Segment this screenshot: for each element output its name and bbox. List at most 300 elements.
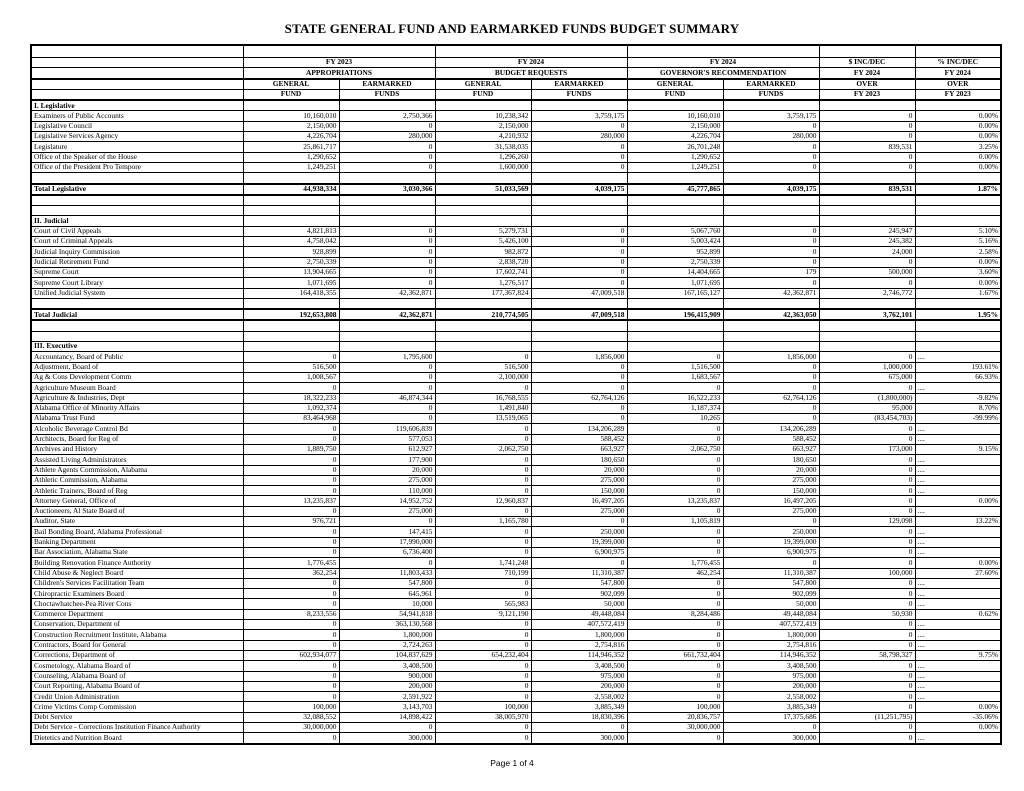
value-cell: 0 <box>435 578 531 588</box>
value-cell: 3,759,175 <box>723 111 819 121</box>
value-cell: 0 <box>243 465 339 475</box>
value-cell: 0 <box>531 517 627 527</box>
value-cell: 0 <box>627 681 723 691</box>
value-cell: 1,249,251 <box>243 162 339 172</box>
value-cell: 44,938,334 <box>243 184 339 195</box>
value-cell: 62,764,126 <box>531 393 627 403</box>
value-cell: 0 <box>819 578 915 588</box>
table-row <box>31 226 1001 236</box>
value-cell: 0 <box>435 671 531 681</box>
value-cell: 0 <box>819 661 915 671</box>
value-cell: 179 <box>723 267 819 277</box>
value-cell <box>723 195 819 206</box>
table-row <box>31 609 1001 619</box>
value-cell: 0 <box>819 692 915 702</box>
agency-name-cell: Auctioneers, Al State Board of <box>31 506 243 516</box>
table-row <box>31 111 1001 121</box>
value-cell: 588,452 <box>531 434 627 444</box>
table-row <box>31 465 1001 475</box>
value-cell: 1,776,455 <box>243 558 339 568</box>
value-cell: 0 <box>819 434 915 444</box>
value-cell <box>243 331 339 341</box>
value-cell: 0 <box>435 506 531 516</box>
agency-name-cell: Agriculture & Industries, Dept <box>31 393 243 403</box>
value-cell: 0 <box>723 362 819 372</box>
value-cell: 0 <box>435 383 531 393</box>
value-cell: 1,856,000 <box>531 352 627 362</box>
header-fy2023-year: FY 2023 <box>243 58 435 68</box>
value-cell: 245,382 <box>819 237 915 247</box>
value-cell: 1,296,260 <box>435 152 531 162</box>
table-row <box>31 152 1001 162</box>
spacer-cell <box>819 45 915 58</box>
value-cell: 8.70% <box>915 403 1001 413</box>
value-cell: 32,088,552 <box>243 712 339 722</box>
value-cell: 0 <box>819 496 915 506</box>
value-cell: 10,160,010 <box>627 111 723 121</box>
value-cell: 30,000,000 <box>627 723 723 733</box>
table-row <box>31 455 1001 465</box>
value-cell <box>339 320 435 331</box>
value-cell: 0 <box>339 723 435 733</box>
table-row <box>31 247 1001 257</box>
value-cell: (11,251,795) <box>819 712 915 722</box>
value-cell <box>531 173 627 184</box>
spacer-cell <box>627 45 819 58</box>
agency-name-cell: Crime Victims Comp Commission <box>31 702 243 712</box>
value-cell: 50,000 <box>531 599 627 609</box>
value-cell: 900,000 <box>339 671 435 681</box>
agency-name-cell: Debt Service <box>31 712 243 722</box>
value-cell: 0 <box>531 142 627 152</box>
value-cell <box>819 173 915 184</box>
value-cell: 0.00% <box>915 558 1001 568</box>
spacer-cell <box>243 45 435 58</box>
agency-name-cell <box>31 298 243 309</box>
table-row <box>31 393 1001 403</box>
agency-name-cell: Total Judicial <box>31 309 243 320</box>
table-row <box>31 278 1001 288</box>
table-row <box>31 352 1001 362</box>
value-cell: 0 <box>243 620 339 630</box>
value-cell: 0 <box>819 383 915 393</box>
value-cell: 13,904,665 <box>243 267 339 277</box>
value-cell: 0 <box>819 537 915 547</box>
value-cell: 177,900 <box>339 455 435 465</box>
value-cell: 0 <box>243 681 339 691</box>
table-row <box>31 547 1001 557</box>
table-row <box>31 424 1001 434</box>
value-cell: 0 <box>435 475 531 485</box>
value-cell: 275,000 <box>723 506 819 516</box>
value-cell: 0 <box>723 414 819 424</box>
value-cell <box>339 100 435 111</box>
value-cell: 0 <box>819 465 915 475</box>
value-cell <box>723 331 819 341</box>
value-cell: 577,053 <box>339 434 435 444</box>
value-cell: 0 <box>243 547 339 557</box>
budget-table <box>30 44 1002 745</box>
value-cell: 173,000 <box>819 444 915 454</box>
value-cell: 14,952,752 <box>339 496 435 506</box>
agency-name-cell: Court of Civil Appeals <box>31 226 243 236</box>
value-cell: 0 <box>531 723 627 733</box>
value-cell <box>339 216 435 226</box>
value-cell: 0 <box>723 403 819 413</box>
header-fy2024-request-year: FY 2024 <box>435 58 627 68</box>
value-cell: 0 <box>723 558 819 568</box>
value-cell: 0 <box>819 352 915 362</box>
header-general-1: GENERAL <box>243 79 339 90</box>
table-row <box>31 671 1001 681</box>
header-earmarked-3: EARMARKED <box>723 79 819 90</box>
value-cell <box>915 216 1001 226</box>
value-cell: 3.60% <box>915 267 1001 277</box>
value-cell: 0 <box>627 599 723 609</box>
value-cell: 0 <box>819 475 915 485</box>
value-cell: 0 <box>243 434 339 444</box>
value-cell: 602,934,077 <box>243 650 339 660</box>
agency-name-cell: Ag & Cons Development Comm <box>31 372 243 382</box>
agency-name-cell: Office of the President Pro Tempore <box>31 162 243 172</box>
value-cell: 0 <box>243 630 339 640</box>
agency-name-cell: Legislative Council <box>31 121 243 131</box>
agency-name-cell: Court Reporting, Alabama Board of <box>31 681 243 691</box>
value-cell: 0 <box>243 537 339 547</box>
value-cell: 0 <box>819 506 915 516</box>
table-row <box>31 558 1001 568</box>
value-cell: 0 <box>627 733 723 744</box>
value-cell: 150,000 <box>531 486 627 496</box>
value-cell: .... <box>915 661 1001 671</box>
value-cell: 0 <box>339 403 435 413</box>
value-cell: 192,653,808 <box>243 309 339 320</box>
value-cell: 42,362,871 <box>339 309 435 320</box>
value-cell: 407,572,419 <box>723 620 819 630</box>
agency-name-cell: Office of the Speaker of the House <box>31 152 243 162</box>
value-cell: 0 <box>627 434 723 444</box>
value-cell <box>627 320 723 331</box>
value-cell: 663,927 <box>723 444 819 454</box>
value-cell: 839,531 <box>819 142 915 152</box>
blank-row <box>31 206 1001 216</box>
value-cell: 3,762,101 <box>819 309 915 320</box>
table-row <box>31 702 1001 712</box>
value-cell: .... <box>915 733 1001 744</box>
value-cell: 200,000 <box>339 681 435 691</box>
agency-name-cell: Archives and History <box>31 444 243 454</box>
value-cell: 50,000 <box>723 599 819 609</box>
value-cell: 6,900,975 <box>531 547 627 557</box>
value-cell <box>627 100 723 111</box>
table-row <box>31 444 1001 454</box>
value-cell: 83,464,968 <box>243 414 339 424</box>
value-cell: 0 <box>723 517 819 527</box>
value-cell: 0 <box>627 630 723 640</box>
value-cell: 8,233,556 <box>243 609 339 619</box>
value-cell <box>915 320 1001 331</box>
agency-name-cell <box>31 331 243 341</box>
value-cell: 275,000 <box>339 506 435 516</box>
value-cell: 0 <box>819 278 915 288</box>
value-cell: 4,210,932 <box>435 132 531 142</box>
table-row <box>31 362 1001 372</box>
value-cell: 0 <box>243 692 339 702</box>
value-cell: 0.00% <box>915 496 1001 506</box>
value-cell: 5.16% <box>915 237 1001 247</box>
spacer-cell <box>915 45 1001 58</box>
agency-name-cell <box>31 195 243 206</box>
agency-name-cell: Alabama Trust Fund <box>31 414 243 424</box>
value-cell: 4,226,704 <box>243 132 339 142</box>
agency-name-cell: Accountancy, Board of Public <box>31 352 243 362</box>
value-cell: 24,000 <box>819 247 915 257</box>
value-cell: 180,650 <box>723 455 819 465</box>
value-cell: 0 <box>627 455 723 465</box>
header-funds-2: FUNDS <box>531 89 627 100</box>
value-cell: 16,522,233 <box>627 393 723 403</box>
value-cell: 164,418,355 <box>243 288 339 298</box>
value-cell: 0 <box>819 671 915 681</box>
value-cell: 250,000 <box>723 527 819 537</box>
value-cell: 0 <box>435 537 531 547</box>
value-cell: 1,683,567 <box>627 372 723 382</box>
value-cell <box>531 320 627 331</box>
value-cell: 0 <box>243 661 339 671</box>
value-cell: 1,491,840 <box>435 403 531 413</box>
value-cell: 45,777,865 <box>627 184 723 195</box>
header-fy2024-governor-year: FY 2024 <box>627 58 819 68</box>
blank-row <box>31 298 1001 309</box>
value-cell <box>819 216 915 226</box>
agency-name-cell: Agriculture Museum Board <box>31 383 243 393</box>
value-cell: 167,165,127 <box>627 288 723 298</box>
value-cell: 4,758,042 <box>243 237 339 247</box>
value-cell: 0 <box>819 162 915 172</box>
agency-name-cell: Debt Service - Corrections Institution Finance Authority <box>31 723 243 733</box>
header-appropriations-label: APPROPRIATIONS <box>243 68 435 79</box>
header-inc-dec-percent: % INC/DEC <box>915 58 1001 68</box>
value-cell: 0 <box>627 383 723 393</box>
value-cell: 4,039,175 <box>531 184 627 195</box>
table-row <box>31 475 1001 485</box>
agency-name-cell: Legislature <box>31 142 243 152</box>
value-cell: 0 <box>819 589 915 599</box>
value-cell: 0 <box>243 352 339 362</box>
table-row <box>31 434 1001 444</box>
agency-name-cell: Banking Department <box>31 537 243 547</box>
value-cell: 663,927 <box>531 444 627 454</box>
value-cell: 13,235,837 <box>243 496 339 506</box>
value-cell <box>435 298 531 309</box>
value-cell: 250,000 <box>531 527 627 537</box>
value-cell <box>915 173 1001 184</box>
value-cell: 46,874,344 <box>339 393 435 403</box>
value-cell <box>819 206 915 216</box>
agency-name-cell: Bail Bonding Board, Alabama Professional <box>31 527 243 537</box>
value-cell: 110,000 <box>339 486 435 496</box>
value-cell: 0 <box>435 424 531 434</box>
value-cell: 902,099 <box>723 589 819 599</box>
header-inc-dec-dollar-over: OVER <box>819 79 915 90</box>
value-cell: 0 <box>435 589 531 599</box>
value-cell: 902,099 <box>531 589 627 599</box>
value-cell: 275,000 <box>339 475 435 485</box>
value-cell: 2,150,000 <box>243 121 339 131</box>
value-cell: 129,098 <box>819 517 915 527</box>
value-cell: 11,310,387 <box>723 568 819 578</box>
value-cell: 134,206,289 <box>531 424 627 434</box>
agency-name-cell: Chiropractic Examiners Board <box>31 589 243 599</box>
value-cell <box>243 320 339 331</box>
value-cell <box>339 331 435 341</box>
agency-name-cell <box>31 173 243 184</box>
value-cell: 0 <box>435 733 531 744</box>
value-cell: 4,226,704 <box>627 132 723 142</box>
value-cell: 18,322,233 <box>243 393 339 403</box>
agency-name-cell: Commerce Department <box>31 609 243 619</box>
value-cell: 612,927 <box>339 444 435 454</box>
value-cell: 245,947 <box>819 226 915 236</box>
value-cell <box>531 195 627 206</box>
value-cell: 0 <box>531 162 627 172</box>
value-cell: (83,454,703) <box>819 414 915 424</box>
value-cell: 0 <box>819 733 915 744</box>
agency-name-cell: Alcoholic Beverage Control Bd <box>31 424 243 434</box>
value-cell: 200,000 <box>723 681 819 691</box>
value-cell <box>723 100 819 111</box>
value-cell: 0 <box>243 486 339 496</box>
value-cell: 0 <box>435 661 531 671</box>
agency-name-cell: Counseling, Alabama Board of <box>31 671 243 681</box>
table-row <box>31 121 1001 131</box>
value-cell <box>627 173 723 184</box>
value-cell <box>627 195 723 206</box>
value-cell: 100,000 <box>435 702 531 712</box>
agency-name-cell <box>31 206 243 216</box>
value-cell: 0 <box>435 692 531 702</box>
header-fund-word-row <box>31 89 1001 100</box>
table-row <box>31 630 1001 640</box>
value-cell: 0 <box>339 142 435 152</box>
value-cell: 2,062,750 <box>435 444 531 454</box>
value-cell: 407,572,419 <box>531 620 627 630</box>
value-cell: 200,000 <box>531 681 627 691</box>
value-cell <box>819 320 915 331</box>
value-cell <box>531 100 627 111</box>
value-cell: 2,746,772 <box>819 288 915 298</box>
value-cell: 300,000 <box>531 733 627 744</box>
value-cell <box>339 298 435 309</box>
header-inc-dec-dollar-fy: FY 2024 <box>819 68 915 79</box>
table-row <box>31 527 1001 537</box>
value-cell: 2,724,263 <box>339 640 435 650</box>
value-cell: 462,254 <box>627 568 723 578</box>
value-cell: 1,800,000 <box>531 630 627 640</box>
value-cell: 1,249,251 <box>627 162 723 172</box>
agency-name-cell: Construction Recruitment Institute, Alabama <box>31 630 243 640</box>
value-cell: 1,071,695 <box>243 278 339 288</box>
value-cell <box>243 173 339 184</box>
value-cell: 100,000 <box>243 702 339 712</box>
table-row <box>31 267 1001 277</box>
value-cell: 0 <box>819 424 915 434</box>
value-cell: 47,009,518 <box>531 288 627 298</box>
value-cell: 982,872 <box>435 247 531 257</box>
value-cell: 20,000 <box>723 465 819 475</box>
value-cell: 0 <box>243 578 339 588</box>
agency-name-cell: Architects, Board for Reg of <box>31 434 243 444</box>
value-cell: 0 <box>339 162 435 172</box>
table-row <box>31 578 1001 588</box>
agency-name-cell: Alabama Office of Minority Affairs <box>31 403 243 413</box>
agency-name-cell: Athlete Agents Commission, Alabama <box>31 465 243 475</box>
value-cell <box>723 342 819 352</box>
value-cell <box>915 100 1001 111</box>
value-cell <box>915 342 1001 352</box>
value-cell: 547,800 <box>339 578 435 588</box>
table-row <box>31 650 1001 660</box>
value-cell: 0 <box>819 132 915 142</box>
value-cell: 0 <box>723 257 819 267</box>
value-cell: .... <box>915 640 1001 650</box>
value-cell: 300,000 <box>339 733 435 744</box>
value-cell: .... <box>915 620 1001 630</box>
value-cell <box>915 331 1001 341</box>
value-cell: 0 <box>531 362 627 372</box>
table-row <box>31 257 1001 267</box>
value-cell: 0 <box>243 527 339 537</box>
value-cell: 0 <box>435 527 531 537</box>
agency-name-cell: Unified Judicial System <box>31 288 243 298</box>
value-cell: 0 <box>243 506 339 516</box>
value-cell: 0 <box>531 121 627 131</box>
table-row <box>31 640 1001 650</box>
value-cell: 547,800 <box>531 578 627 588</box>
value-cell: 2,754,816 <box>531 640 627 650</box>
header-funds-1: FUNDS <box>339 89 435 100</box>
value-cell: 18,830,396 <box>531 712 627 722</box>
agency-name-cell: Judicial Retirement Fund <box>31 257 243 267</box>
value-cell: 0 <box>243 589 339 599</box>
table-row <box>31 237 1001 247</box>
value-cell <box>627 342 723 352</box>
value-cell: 280,000 <box>339 132 435 142</box>
value-cell: 0 <box>627 537 723 547</box>
value-cell: 0 <box>627 352 723 362</box>
value-cell: 104,837,629 <box>339 650 435 660</box>
agency-name-cell: Legislative Services Agency <box>31 132 243 142</box>
value-cell <box>435 195 531 206</box>
value-cell: 0 <box>627 620 723 630</box>
value-cell: 0 <box>723 237 819 247</box>
value-cell: 0 <box>243 455 339 465</box>
agency-name-cell: Examiners of Public Accounts <box>31 111 243 121</box>
value-cell: 0 <box>339 247 435 257</box>
value-cell: 3,030,366 <box>339 184 435 195</box>
value-cell: .... <box>915 537 1001 547</box>
value-cell: .... <box>915 383 1001 393</box>
value-cell: 50,930 <box>819 609 915 619</box>
value-cell: 100,000 <box>819 568 915 578</box>
value-cell: 565,983 <box>435 599 531 609</box>
value-cell: 975,000 <box>531 671 627 681</box>
value-cell: 13,519,065 <box>435 414 531 424</box>
value-cell <box>531 342 627 352</box>
table-row <box>31 568 1001 578</box>
value-cell: 1,000,000 <box>819 362 915 372</box>
value-cell: 100,000 <box>627 702 723 712</box>
